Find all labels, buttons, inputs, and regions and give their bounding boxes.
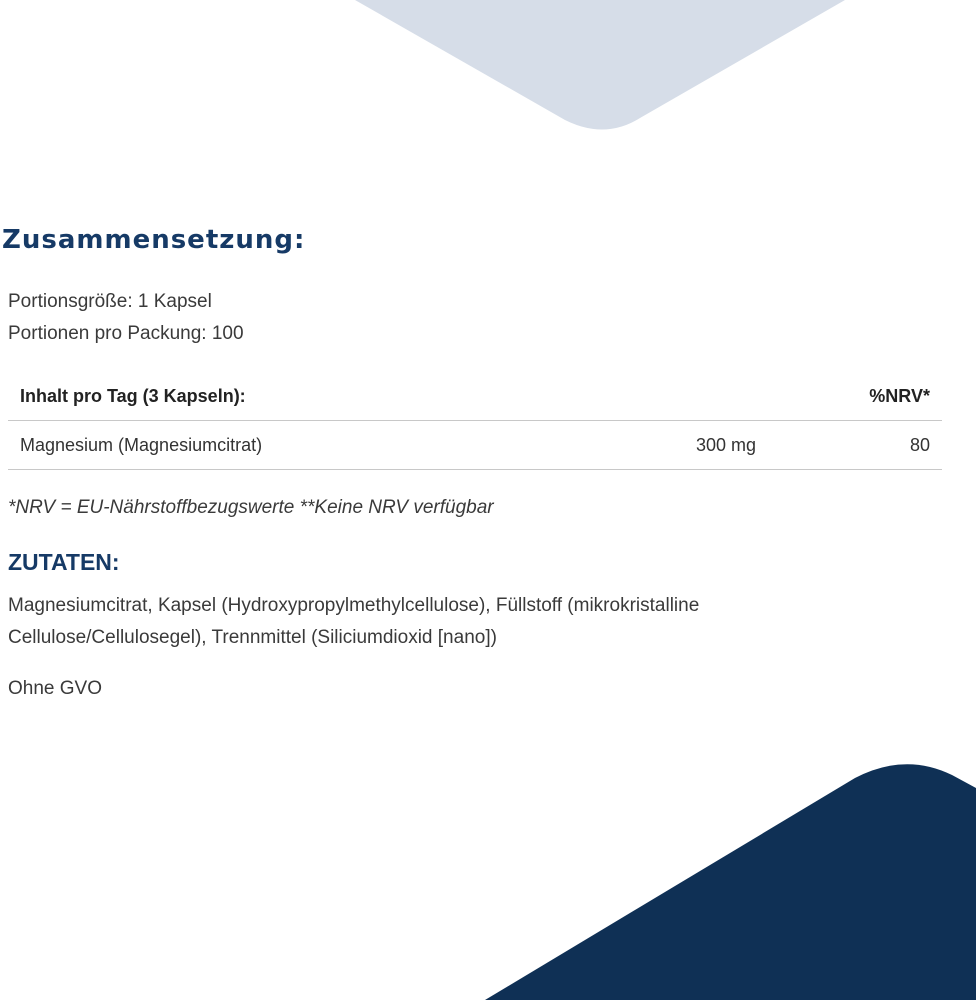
nutrition-table xyxy=(8,372,942,470)
table-row xyxy=(8,421,942,470)
header-content-per-day: Inhalt pro Tag (3 Kapseln): xyxy=(20,385,246,406)
header-amount xyxy=(684,372,828,421)
portion-size: Portionsgröße: 1 Kapsel xyxy=(8,291,212,312)
bottom-corner-shape xyxy=(485,764,976,1000)
nutrient-nrv: 80 xyxy=(909,434,930,455)
gvo-note: Ohne GVO xyxy=(8,678,102,699)
nutrient-name: Magnesium (Magnesiumcitrat) xyxy=(20,434,263,455)
top-chevron-shape xyxy=(355,0,845,130)
page-title: Zusammensetzung: xyxy=(2,225,306,255)
ingredients-heading: ZUTATEN: xyxy=(8,549,120,575)
portions-per-pack: Portionen pro Packung: 100 xyxy=(8,323,244,344)
header-nrv: %NRV* xyxy=(869,385,930,406)
ingredients-text: Magnesiumcitrat, Kapsel (Hydroxypropylmethylcellulose), Füllstoff (mikrokristalline Cellulose/Cellulosegel), Trennmittel (Siliciumdioxid [nano]) xyxy=(8,595,700,648)
nutrient-amount: 300 mg xyxy=(696,434,757,455)
nrv-footnote: *NRV = EU-Nährstoffbezugswerte **Keine NRV verfügbar xyxy=(8,497,494,518)
table-header-row xyxy=(8,372,942,421)
